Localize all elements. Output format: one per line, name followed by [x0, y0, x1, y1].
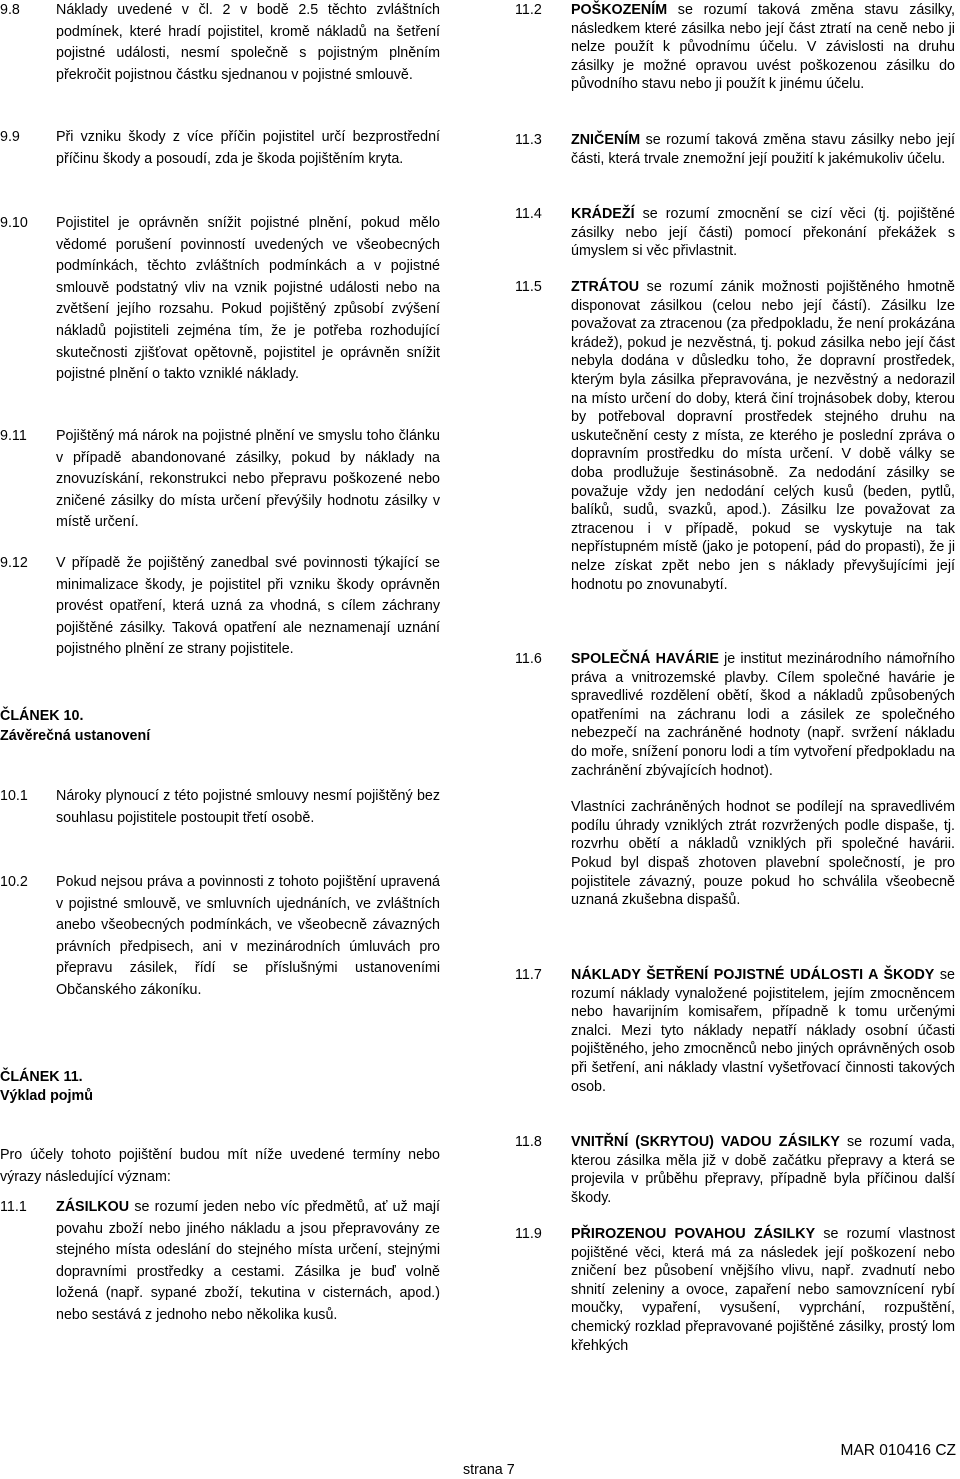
- definition-text: je institut mezinárodního námořního práva a vnitrozemské plavby. Cílem společné havárie je spravedlivé rozdělení obětí, škod a nákladů způsobených opatřeními na záchranu lodi a zásilek ze společného nebezpečí na zachráněné hodnoty (např. svržení nákladu do moře, snížení ponoru lodi a tím vytvoření předpokladu na zachránění zbývajících hodnot).: [571, 651, 955, 779]
- clause-number: 10.1: [0, 788, 28, 804]
- clause-11-9: [515, 1225, 955, 1355]
- clause-text: Nároky plynoucí z této pojistné smlouvy nesmí pojištěný bez souhlasu pojistitele postoupit třetí osobě.: [56, 788, 440, 826]
- clause-text-continued: Vlastníci zachráněných hodnot se podílejí na spravedlivém podílu úhrady vzniklých ztrát rozvržených podle dispaše, tj. rozvrhu obětí a nákladů vzniklých při společné havárii. Pokud byl dispaš zhotoven plavební společností, je pro pojistitele závazný, pouze pokud ho schválila všeobecně uznaná zkušebna dispašů.: [571, 799, 955, 909]
- clause-number: 11.8: [515, 1134, 542, 1150]
- clause-9-9: [0, 127, 440, 170]
- definition-text: se rozumí vada, kterou zásilka měla již v době začátku přepravy a která se projevila v průběhu přepravy, případně byla příčinou další škody.: [571, 1134, 955, 1206]
- article-10-subtitle: Závěrečná ustanovení: [0, 728, 151, 744]
- definition-text: se rozumí zánik možnosti pojištěného hmotně disponovat zásilkou (celou nebo její částí). Zásilku lze považovat za ztracenou (za předpokladu, že není prokázána krádež), pokud je nezvěstná, tj. pokud zásilka nebo její část nebyla dodána v důsledku toho, že dopravní prostředek, kterým byla zásilka přepravována, je nezvěstný a nedorazil na místo určení do doby, která činí trojnásobek doby, kterou by potřeboval dopravní prostředek stejného druhu na uskutečnění cesty z místa, ze kterého je poslední zpráva o dopravním prostředku do místa určení. V době války se doba prodlužuje šestinásobně. Za nedodání zásilky se považuje vždy jen nedodání celých kusů (beden, pytlů, balíků, sudů, svazků, apod.). Zásilku lze považovat za ztracenou i v případě, pokud se vyskytuje na tak nepřístupném místě (jako je potopení, pád do propasti), že ji nelze získat zpět nebo jen s náklady převyšujícími její hodnotu po znovunabytí.: [571, 279, 955, 593]
- clause-text: [571, 278, 955, 594]
- clause-number: 11.1: [0, 1199, 27, 1215]
- defined-term: NÁKLADY ŠETŘENÍ POJISTNÉ UDÁLOSTI A ŠKODY: [571, 967, 935, 983]
- clause-11-2: [515, 1, 955, 94]
- document-code: MAR 010416 CZ: [840, 1442, 956, 1459]
- clause-9-12: [0, 553, 440, 661]
- clause-11-5: [515, 278, 955, 594]
- clause-number: 11.2: [515, 2, 542, 18]
- clause-text: [56, 1197, 440, 1327]
- defined-term: SPOLEČNÁ HAVÁRIE: [571, 651, 719, 667]
- definition-text: se rozumí náklady vynaložené pojistitelem, jejím zmocněncem nebo havarijním komisařem, případně k tomu určenými znalci. Mezi tyto náklady nepatří náklady osobní účasti pojištěného, jeho zmocněnců nebo jiných oprávněných osob při šetření, ani náklady vlastní vyšetřovací činnosti takových osob.: [571, 967, 955, 1095]
- clause-11-3: [515, 131, 955, 168]
- clause-number: 9.9: [0, 129, 20, 145]
- clause-11-6: [515, 650, 955, 910]
- clause-text: [571, 1133, 955, 1207]
- clause-number: 9.10: [0, 215, 28, 231]
- clause-9-11: [0, 426, 440, 534]
- clause-text: Pojistitel je oprávněn snížit pojistné plnění, pokud mělo vědomé porušení povinností uvedených ve všeobecných podmínkách, těchto zvláštních podmínkách a v pojistné smlouvě podstatný vliv na vznik pojistné události nebo na zvětšení jejího rozsahu. Pokud pojištěný způsobí zvýšení nákladů pojistiteli zejména tím, že je potřeba rozhodující skutečnosti zjišťovat opětovně, pojistitel je oprávněn snížit pojistné plnění o takto vzniklé náklady.: [56, 215, 440, 383]
- defined-term: KRÁDEŽÍ: [571, 206, 635, 222]
- clause-text: V případě že pojištěný zanedbal své povinnosti týkající se minimalizace škody, je pojistitel při vzniku škody oprávněn provést opatření, která uzná za vhodná, s cílem záchrany pojištěné zásilky. Taková opatření ale neznamenají uznání pojistného plnění ze strany pojistitele.: [56, 555, 440, 658]
- clause-number: 9.8: [0, 2, 20, 18]
- clause-text: [571, 1225, 955, 1355]
- clause-text: [571, 650, 955, 780]
- clause-10-1: [0, 786, 440, 829]
- clause-number: 11.3: [515, 132, 542, 148]
- definitions-intro: Pro účely tohoto pojištění budou mít níže uvedené termíny nebo výrazy následující význam:: [0, 1147, 440, 1185]
- clause-9-8: [0, 0, 440, 86]
- defined-term: ZTRÁTOU: [571, 279, 640, 295]
- definition-text: se rozumí vlastnost pojištěné věci, která má za následek její poškození nebo zničení bez působení vnějšího vlivu, např. zvadnutí nebo shnití zeleniny a ovoce, zapaření nebo samovznícení rybí moučky, vypaření, vysušení, vyprchání, rozpuštění, chemický rozklad přepravované pojištěné zásilky, prostý lom křehkých: [571, 1226, 955, 1354]
- clause-text: Pokud nejsou práva a povinnosti z tohoto pojištění upravená v pojistné smlouvě, ve smluvních ujednáních, ve zvláštních anebo všeobecných podmínkách, ve všeobecně závazných právních předpisech, ani v mezinárodních úmluvách pro přepravu zásilek, řídí se příslušnými ustanoveními Občanského zákoníku.: [56, 874, 440, 998]
- clause-number: 11.7: [515, 967, 542, 983]
- definition-text: se rozumí zmocnění se cizí věci (tj. pojištěné zásilky nebo její části) pomocí překonání překážek s úmyslem si věc přivlastnit.: [571, 206, 955, 260]
- clause-number: 9.12: [0, 555, 28, 571]
- defined-term: ZNIČENÍM: [571, 132, 641, 148]
- defined-term: VNITŘNÍ (SKRYTOU) VADOU ZÁSILKY: [571, 1134, 840, 1150]
- clause-11-7: [515, 966, 955, 1096]
- clause-9-10: [0, 213, 440, 386]
- clause-11-1: [0, 1197, 440, 1327]
- clause-text: Pojištěný má nárok na pojistné plnění ve smyslu toho článku v případě abandonované zásilky, pokud by náklady na znovuzískání, rekonstrukci nebo přepravu poškozené nebo zničené zásilky do místa určení převýšily hodnotu zásilky v místě určení.: [56, 428, 440, 531]
- defined-term: POŠKOZENÍM: [571, 2, 668, 18]
- clause-text: [571, 205, 955, 261]
- clause-text: [571, 131, 955, 168]
- clause-text: [571, 1, 955, 94]
- clause-number: 11.6: [515, 651, 542, 667]
- clause-number: 11.9: [515, 1226, 542, 1242]
- clause-number: 11.4: [515, 206, 542, 222]
- clause-number: 9.11: [0, 428, 27, 444]
- clause-text: Při vzniku škody z více příčin pojistitel určí bezprostřední příčinu škody a posoudí, zda je škoda pojištěním kryta.: [56, 129, 440, 167]
- definition-text: se rozumí taková změna stavu zásilky nebo její části, která trvale znemožní její použití k jakémukoliv účelu.: [571, 132, 955, 167]
- page-number: strana 7: [463, 1462, 515, 1478]
- defined-term: PŘIROZENOU POVAHOU ZÁSILKY: [571, 1226, 816, 1242]
- clause-10-2: [0, 872, 440, 1002]
- definition-text: se rozumí jeden nebo víc předmětů, ať už mají povahu zboží nebo jiného nákladu a jsou přepravovány ze stejného místa odeslání do stejného místa určení, stejnými dopravními prostředky a cestami. Zásilka je buď volně ložená (např. sypané zboží, tekutina v cisternách, apod.) nebo sestává z jednoho nebo několika kusů.: [56, 1199, 440, 1323]
- article-11-subtitle: Výklad pojmů: [0, 1088, 93, 1104]
- article-11-title: ČLÁNEK 11.: [0, 1069, 83, 1085]
- article-10-title: ČLÁNEK 10.: [0, 708, 84, 724]
- clause-number: 10.2: [0, 874, 28, 890]
- clause-11-4: [515, 205, 955, 261]
- clause-text: Náklady uvedené v čl. 2 v bodě 2.5 těchto zvláštních podmínek, které hradí pojistitel, kromě nákladů na šetření pojistné události, nesmí společně s pojistným plněním překročit pojistnou částku sjednanou v pojistné smlouvě.: [56, 2, 440, 83]
- definition-text: se rozumí taková změna stavu zásilky, následkem které zásilka nebo její část ztratí na ceně nebo ji nelze použít k původnímu účelu. V závislosti na druhu zásilky je možné opravou uvést poškozenou zásilku do původního stavu nebo ji použít k jinému účelu.: [571, 2, 955, 93]
- clause-number: 11.5: [515, 279, 542, 295]
- clause-text: [571, 966, 955, 1096]
- defined-term: ZÁSILKOU: [56, 1199, 130, 1215]
- clause-11-8: [515, 1133, 955, 1207]
